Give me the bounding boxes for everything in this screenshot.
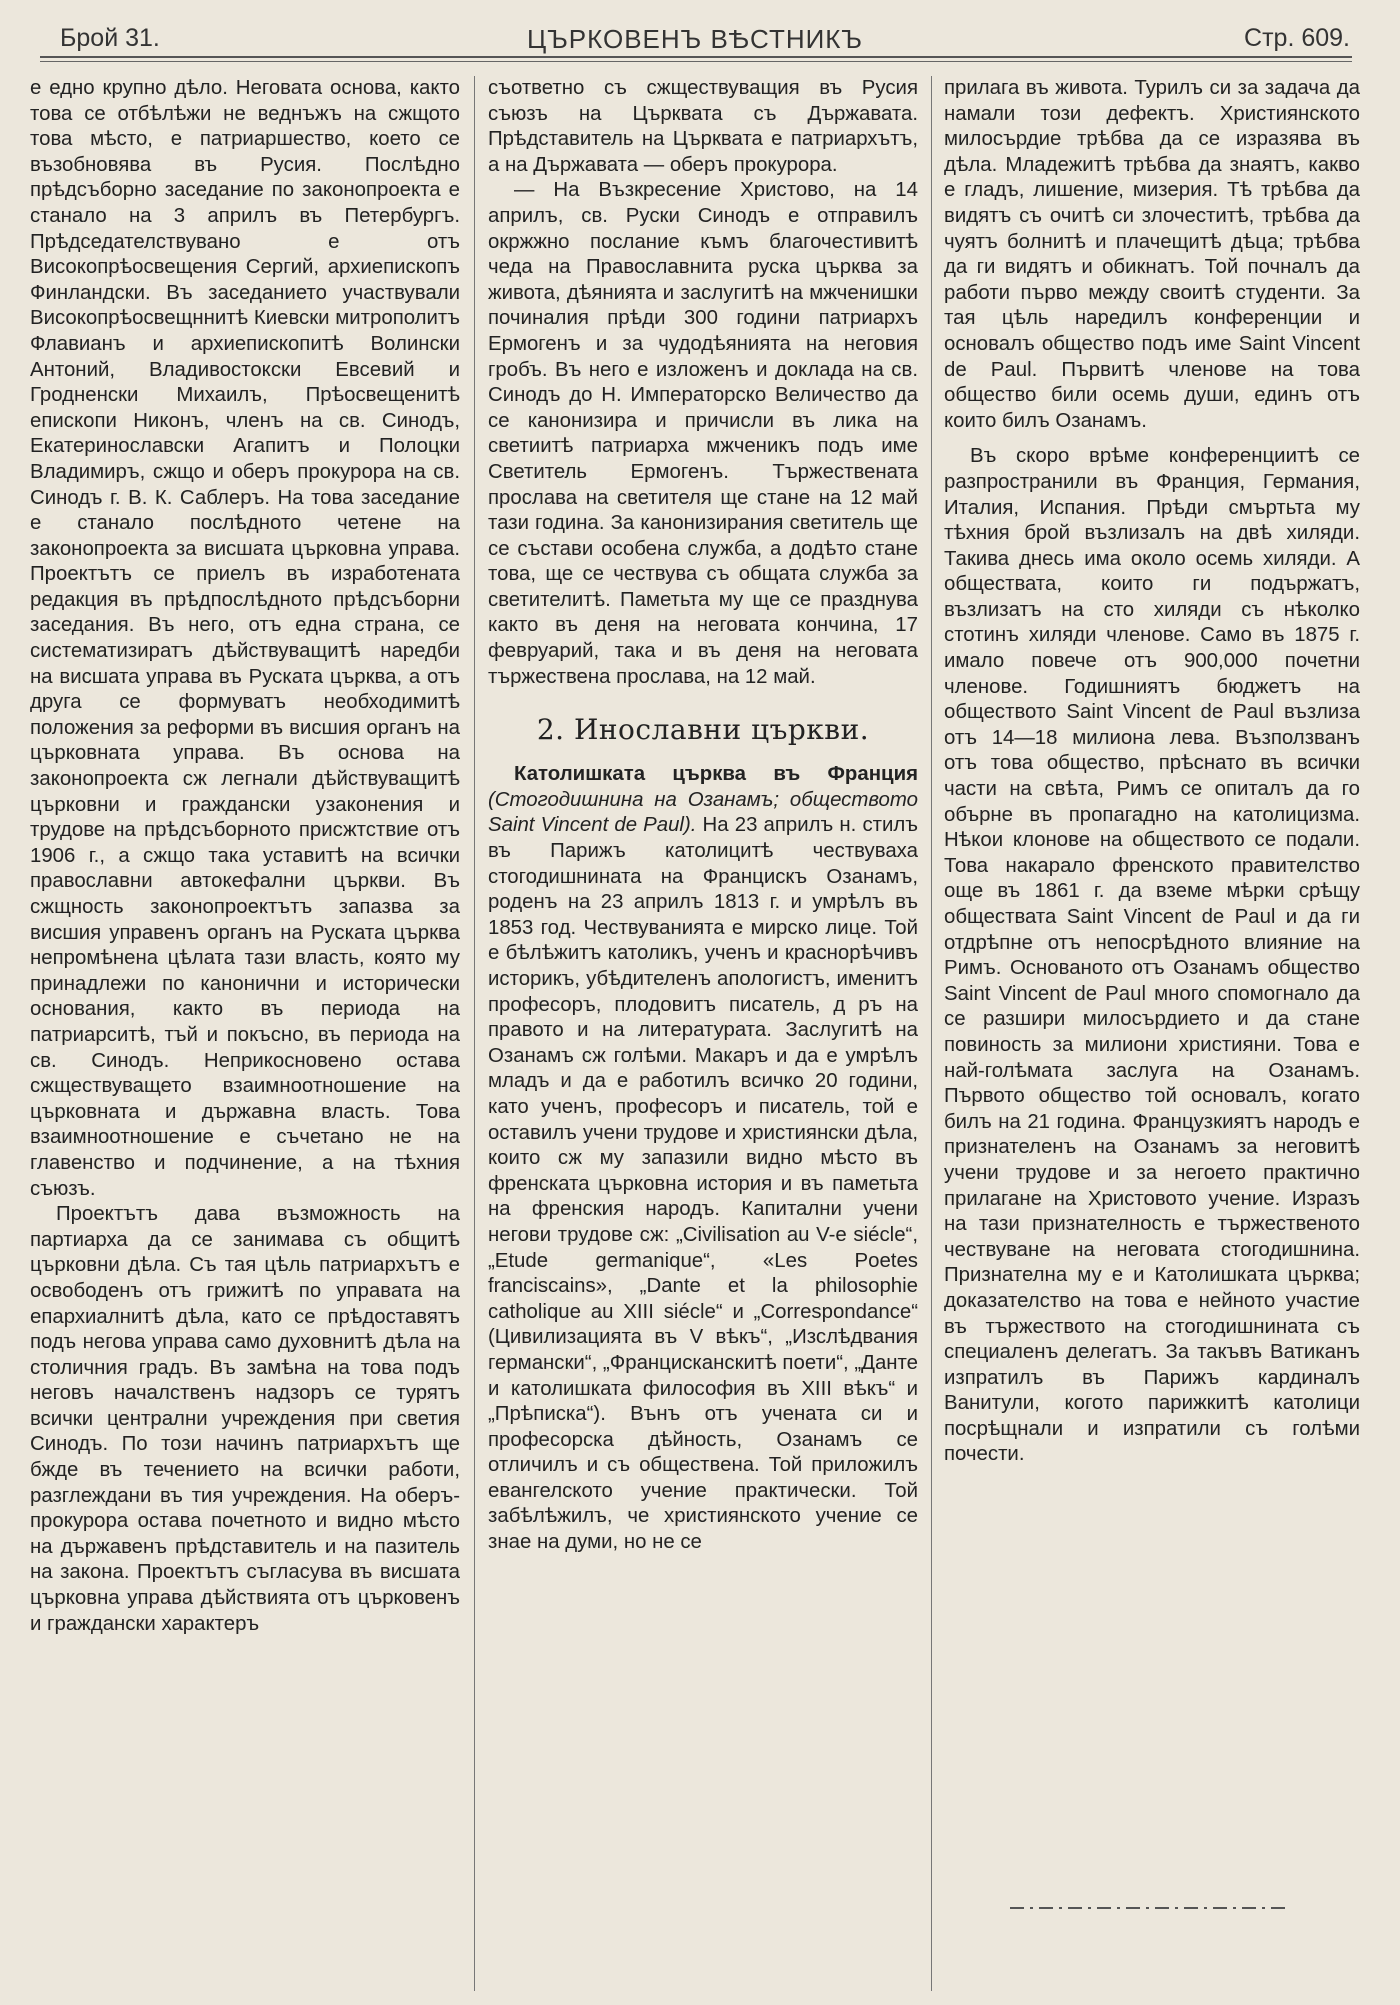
page-number: Стр. 609. <box>1244 24 1350 52</box>
column-divider-2 <box>931 76 932 1991</box>
newspaper-title: ЦЪРКОВЕНЪ ВѢСТНИКЪ <box>526 24 864 54</box>
column-1 <box>30 76 460 1991</box>
header-rule-thin <box>40 61 1352 62</box>
issue-number: Брой 31. <box>60 24 160 52</box>
col3-paragraph-2: Въ скоро врѣме конференциитѣ се разпространили въ Франция, Германия, Италия, Испания. Прѣди смъртьта му тѣхния брой възлизалъ на двѣ хиляди. Такива днесь има около осемь хиляди. А обществата, които ги подържатъ, възлизатъ на сто хиляди съ нѣколко стотинъ хиляди членове. Само въ 1875 г. имало повече отъ 900,000 почетни членове. Годишниятъ бюджетъ на обществото Saint Vincent de Paul възлиза отъ 14—18 милиона лева. Възползванъ отъ това общество, прѣснато въ всички части на свѣта, Римъ се опиталъ да го обърне въ пропагадно на католицизма. Нѣкои клонове на обществото се подали. Това накарало френското правителство още въ 1861 г. да вземе мѣрки срѣщу обществата Saint Vincent de Paul и да ги отдрѣпне отъ непосрѣдното влияние на Римъ. Основаното отъ Озанамъ общество Saint Vincent de Paul много спомогнало да се разшири милосърдието и да стане повиность за милиони християни. Това е най-голѣмата заслуга на Озанамъ. Първото общество той основалъ, когато билъ на 21 година. Французкиятъ народъ е признателенъ на Озанамъ за неговитѣ учени трудове и за негоето практично прилагане на Христовото учение. Изразъ на тази признателность е тържественото чествуване на неговата стогодишнина. Признателна му е и Католишката църква; доказателство на това е нейното участие въ тържеството на стогодишнината съ специаленъ делегатъ. За такъвъ Ватиканъ изпратилъ въ Парижъ кардиналъ Ванитули, когото парижкитѣ католици посрѣщнали и изпратили съ голѣми почести. <box>944 445 1360 1466</box>
col2-paragraph-1: съответно съ сжществуващия въ Русия съюзъ на Църквата съ Държавата. Прѣдставитель на Църквата е патриархътъ, а на Държавата — оберъ прокурора. <box>488 77 918 176</box>
column-3 <box>944 76 1360 1991</box>
page-header <box>40 14 1350 54</box>
section-title: 2. Инославни църкви. <box>536 713 870 747</box>
col2-paragraph-3: На 23 априлъ н. стилъ въ Парижъ католицитѣ чествуваха стогодишнината на Францискъ Озанамъ, роденъ на 23 априлъ 1813 г. и умрѣлъ въ 1853 год. Чествуванията е мирско лице. Той е бѣлѣжитъ католикъ, ученъ и краснорѣчивъ историкъ, убѣдителенъ апологистъ, именитъ професоръ, плодовитъ писатель, д ръ на правото и на литературата. Заслугитѣ на Озанамъ сж голѣми. Макаръ и да е умрѣлъ младъ и да е работилъ всичко 20 години, като ученъ, професоръ и писатель, той е оставилъ учени трудове и християнски дѣла, които сж му запазили видно мѣсто въ френската църковна история и въ паметьта на френския народъ. Капитални учени негови трудове сж: „Civilisation au V-e siécle“, „Etude germanique“, «Les Poetes franciscains», „Dante et la philosophie catholique au XIII siécle“ и „Correspondance“ (Цивилизацията въ V вѣкъ“, „Изслѣдвания германски“, „Францисканскитѣ поети“, „Данте и католишката философия въ XIII вѣкъ“ и „Прѣписка“). Вънъ отъ учената си и професорска дѣйность, Озанамъ се отличилъ и съ обществена. Той приложилъ евангелското учение практически. Той забѣлѣжилъ, че християнското учение се знае на думи, но не се <box>488 814 918 1554</box>
col1-paragraph-1: е едно крупно дѣло. Неговата основа, както това се отбѣлѣжи не веднъжъ на сжщото това мѣсто, е патриаршество, което се възобновява въ Русия. Послѣдно прѣдсъборно заседание по законопроекта е станало на 3 априлъ въ Петербургъ. Прѣдседателствувано е отъ Високопрѣосвещения Сергий, архиепископъ Финландски. Въ заседанието участвували Високопрѣосвещннитѣ Киевски митрополитъ Флавианъ и архиепископитѣ Волински Антоний, Владивостокски Евсевий и Гродненски Михаилъ, Прѣосвещенитѣ епископи Никонъ, членъ на св. Синодъ, Екатеринославски Агапитъ и Полоцки Владимиръ, сжщо и оберъ прокурора на св. Синодъ г. В. К. Саблеръ. На това заседание е станало послѣдното четене на законопроекта за висшата църковна управа. Проектътъ се приелъ въ изработената редакция въ прѣдпослѣдното прѣдсъборни заседания. Въ него, отъ една страна, се систематизиратъ дѣйствуващитѣ наредби на висшата управа въ Руската църква, а отъ друга се формуватъ необходимитѣ положения за реформи въ висшия органъ на църковната управа. Въ основа на законопроекта сж легнали дѣйствуващитѣ църковни и граждански узаконения и трудове на прѣдсъборното присжтствие отъ 1906 г., а сжщо така уставитѣ на всички православни автокефални църкви. Въ сжщность законопроектътъ запазва за висшия управенъ органъ на Руската църква непромѣнена цѣлата тази власть, която му принадлежи по канонични и исторически основания, както въ периода на патриарситѣ, тъй и покъсно, въ периода на св. Синодъ. Неприкосновено остава сжществуващето взаимноотношение на църковната и държавна власть. Това взаимноотношение е съчетано не на главенство и подчинение, а на тѣхния съюзъ. <box>30 77 460 1200</box>
col2-paragraph-2: — На Възкресение Христово, на 14 априлъ, св. Руски Синодъ е отправилъ окржжно послание къмъ благочестивитѣ чеда на Православнита руска църква за живота, дѣянията и заслугитѣ на мжченишки починалия прѣди 300 години патриархъ Ермогенъ и за чудодѣянията на неговия гробъ. Въ него е изложенъ и доклада на св. Синодъ до Н. Императорско Величество да се канонизира и причисли въ лика на светиитѣ патриарха мжченикъ подъ име Светитель Ермогенъ. Тържествената прослава на светителя ще стане на 12 май тази година. За канонизирания светитель ще се състави особена служба, а додѣто стане това, ще се чествува съ общата служба за светителитѣ. Паметьта му ще се празднува както въ деня на неговата кончина, 17 февруарий, така и въ деня на неговата тържествена прослава, на 12 май. <box>488 179 918 688</box>
paragraph-gap <box>944 434 1360 444</box>
end-ornament-divider <box>1000 1898 1300 1918</box>
column-divider-1 <box>474 76 475 1991</box>
col3-paragraph-1: прилага въ живота. Турилъ си за задача да намали този дефектъ. Християнското милосърдие трѣбва да се изразява въ дѣла. Младежитѣ трѣбва да знаятъ, какво е гладъ, лишение, мизерия. Тѣ трѣбва да видятъ съ очитѣ си злочеститѣ, трѣбва да чуятъ болнитѣ и плачещитѣ дѣца; трѣбва да ги видятъ и обикнатъ. Той почналъ да работи първо между своитѣ студенти. За тая цѣль наредилъ конференции и основалъ общество подъ име Saint Vincent de Paul. Първитѣ членове на това общество били осемь души, единъ отъ които билъ Озанамъ. <box>944 77 1360 432</box>
article-title: Католишката църква въ Франция <box>514 763 918 786</box>
header-rule <box>40 56 1352 58</box>
article-heading <box>488 762 918 1555</box>
column-2 <box>488 76 918 1991</box>
article-subtitle: (Стогодишнина на Озанамъ; обществото Saint Vincent de Paul). <box>488 788 918 837</box>
col1-paragraph-2: Проектътъ дава възможность на партиарха да се занимава съ общитѣ църковни дѣла. Съ тая цѣль патриархътъ е освободенъ отъ грижитѣ по управата на епархиалнитѣ дѣла, като се прѣдоставятъ подъ негова управа само духовнитѣ дѣла на столичния градъ. Въ замѣна на това подъ неговъ началственъ надзоръ се турятъ всички централни учреждения при светия Синодъ. По този начинъ патриархътъ ще бжде въ течението на всички работи, разглеждани въ тия учреждения. На оберъ-прокурора остава почетното и видно мѣсто на държавенъ прѣдставитель и на пазитель на закона. Проектътъ съгласува въ висшата църковна управа дѣйствията отъ църковенъ и граждански характеръ <box>30 1203 460 1635</box>
